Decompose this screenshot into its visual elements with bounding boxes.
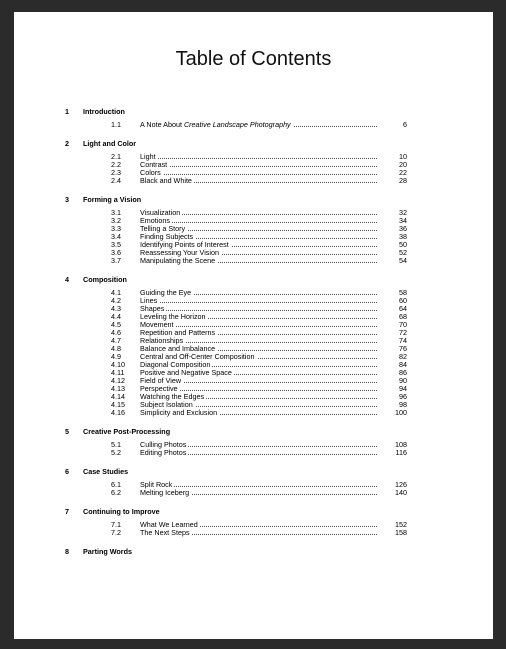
page-number: 98 — [399, 400, 407, 409]
section-number: 4.15 — [111, 400, 125, 409]
toc-entry[interactable] — [14, 241, 493, 249]
section-title: Central and Off-Center Composition — [140, 352, 255, 361]
toc-chapter — [14, 137, 493, 193]
toc-entry[interactable] — [14, 377, 493, 385]
dot-leader — [144, 486, 377, 487]
chapter-heading[interactable] — [14, 137, 493, 151]
section-number: 4.8 — [111, 344, 121, 353]
chapter-title: Composition — [83, 275, 127, 284]
page-number: 96 — [399, 392, 407, 401]
toc-entry[interactable] — [14, 121, 493, 129]
chapter-number: 4 — [65, 275, 69, 284]
page-number: 60 — [399, 296, 407, 305]
toc-entry[interactable] — [14, 297, 493, 305]
section-number: 2.3 — [111, 168, 121, 177]
chapter-number: 5 — [65, 427, 69, 436]
section-title: Emotions — [140, 216, 170, 225]
dot-leader — [144, 302, 377, 303]
section-number: 1.1 — [111, 120, 121, 129]
toc-chapter — [14, 193, 493, 273]
toc-entry[interactable] — [14, 153, 493, 161]
chapter-heading[interactable] — [14, 425, 493, 439]
toc-entry[interactable] — [14, 529, 493, 537]
dot-leader — [144, 326, 377, 327]
section-title: Leveling the Horizon — [140, 312, 206, 321]
page-number: 152 — [395, 520, 407, 529]
page-number: 22 — [399, 168, 407, 177]
section-title: Colors — [140, 168, 161, 177]
section-number: 4.9 — [111, 352, 121, 361]
chapter-title: Introduction — [83, 107, 125, 116]
dot-leader — [144, 166, 377, 167]
toc-chapter — [14, 465, 493, 505]
section-number: 3.5 — [111, 240, 121, 249]
toc-entry[interactable] — [14, 449, 493, 457]
section-title: Finding Subjects — [140, 232, 194, 241]
page-number: 10 — [399, 152, 407, 161]
section-title: Lines — [140, 296, 158, 305]
section-number: 5.1 — [111, 440, 121, 449]
toc-entry[interactable] — [14, 321, 493, 329]
chapter-number: 2 — [65, 139, 69, 148]
section-title: Diagonal Composition — [140, 360, 211, 369]
section-title: Watching the Edges — [140, 392, 205, 401]
section-title: Identifying Points of Interest — [140, 240, 229, 249]
toc-entry[interactable] — [14, 257, 493, 265]
section-title: What We Learned — [140, 520, 198, 529]
section-title: Culling Photos — [140, 440, 187, 449]
page-number: 34 — [399, 216, 407, 225]
page-number: 90 — [399, 376, 407, 385]
section-title: Movement — [140, 320, 174, 329]
toc-entry[interactable] — [14, 313, 493, 321]
toc-entry[interactable] — [14, 305, 493, 313]
section-title: Subject Isolation — [140, 400, 193, 409]
section-number: 5.2 — [111, 448, 121, 457]
page-number: 140 — [395, 488, 407, 497]
toc-entry[interactable] — [14, 177, 493, 185]
section-title — [140, 121, 293, 129]
section-title: Repetition and Patterns — [140, 328, 216, 337]
section-number: 6.2 — [111, 488, 121, 497]
chapter-number: 6 — [65, 467, 69, 476]
section-title: Field of View — [140, 376, 182, 385]
chapter-title: Continuing to Improve — [83, 507, 160, 516]
section-number: 3.6 — [111, 248, 121, 257]
page-number: 108 — [395, 440, 407, 449]
page-number: 52 — [399, 248, 407, 257]
toc-entry[interactable] — [14, 169, 493, 177]
section-title: Visualization — [140, 208, 181, 217]
dot-leader — [144, 158, 377, 159]
page-number: 68 — [399, 312, 407, 321]
section-number: 4.5 — [111, 320, 121, 329]
toc-entry[interactable] — [14, 249, 493, 257]
section-number: 4.16 — [111, 408, 125, 417]
section-title: Simplicity and Exclusion — [140, 408, 218, 417]
page-number: 38 — [399, 232, 407, 241]
section-number: 3.1 — [111, 208, 121, 217]
table-of-contents — [14, 105, 493, 567]
section-title: Reassessing Your Vision — [140, 248, 219, 257]
section-number: 7.1 — [111, 520, 121, 529]
toc-entry[interactable] — [14, 441, 493, 449]
section-title: Black and White — [140, 176, 192, 185]
section-number: 4.1 — [111, 288, 121, 297]
page-number: 76 — [399, 344, 407, 353]
page-number: 126 — [395, 480, 407, 489]
page-number: 82 — [399, 352, 407, 361]
chapter-heading[interactable] — [14, 465, 493, 479]
toc-entry[interactable] — [14, 289, 493, 297]
toc-entry[interactable] — [14, 521, 493, 529]
section-number: 4.3 — [111, 304, 121, 313]
page-number: 86 — [399, 368, 407, 377]
section-number: 4.13 — [111, 384, 125, 393]
section-number: 4.7 — [111, 336, 121, 345]
chapter-heading[interactable] — [14, 105, 493, 119]
toc-entry[interactable] — [14, 337, 493, 345]
section-number: 3.2 — [111, 216, 121, 225]
dot-leader — [144, 174, 377, 175]
toc-entry[interactable] — [14, 489, 493, 497]
page-number: 74 — [399, 336, 407, 345]
toc-entry[interactable] — [14, 233, 493, 241]
toc-entry[interactable] — [14, 161, 493, 169]
toc-entry[interactable] — [14, 225, 493, 233]
page-number: 32 — [399, 208, 407, 217]
section-number: 3.7 — [111, 256, 121, 265]
section-number: 2.4 — [111, 176, 121, 185]
toc-chapter — [14, 273, 493, 425]
chapter-title: Forming a Vision — [83, 195, 142, 204]
page-number: 50 — [399, 240, 407, 249]
section-number: 4.6 — [111, 328, 121, 337]
page-number: 28 — [399, 176, 407, 185]
section-title: Contrast — [140, 160, 168, 169]
toc-chapter — [14, 545, 493, 567]
toc-entry[interactable] — [14, 361, 493, 369]
section-title: Melting Iceberg — [140, 488, 190, 497]
page-number: 100 — [395, 408, 407, 417]
toc-entry[interactable] — [14, 369, 493, 377]
chapter-title: Case Studies — [83, 467, 129, 476]
page-number: 70 — [399, 320, 407, 329]
section-title: Shapes — [140, 304, 165, 313]
chapter-title: Parting Words — [83, 547, 132, 556]
page-number: 94 — [399, 384, 407, 393]
section-title-italic: Creative Landscape Photography — [183, 120, 291, 129]
section-number: 4.11 — [111, 368, 125, 377]
chapter-heading[interactable] — [14, 545, 493, 559]
chapter-number: 1 — [65, 107, 69, 116]
chapter-heading[interactable] — [14, 273, 493, 287]
section-number: 3.4 — [111, 232, 121, 241]
section-title: Manipulating the Scene — [140, 256, 216, 265]
section-number: 4.10 — [111, 360, 125, 369]
section-title: Telling a Story — [140, 224, 186, 233]
page-number: 158 — [395, 528, 407, 537]
section-number: 2.1 — [111, 152, 121, 161]
section-title: Perspective — [140, 384, 178, 393]
toc-entry[interactable] — [14, 393, 493, 401]
toc-entry[interactable] — [14, 481, 493, 489]
section-number: 2.2 — [111, 160, 121, 169]
chapter-number: 3 — [65, 195, 69, 204]
toc-entry[interactable] — [14, 385, 493, 393]
document-page — [14, 12, 493, 639]
page-title: Table of Contents — [175, 48, 332, 70]
toc-entry[interactable] — [14, 409, 493, 417]
toc-entry[interactable] — [14, 329, 493, 337]
page-number: 116 — [395, 448, 407, 457]
section-number: 3.3 — [111, 224, 121, 233]
toc-chapter — [14, 105, 493, 137]
section-number: 4.14 — [111, 392, 125, 401]
chapter-title: Light and Color — [83, 139, 137, 148]
dot-leader — [144, 310, 377, 311]
toc-chapter — [14, 425, 493, 465]
section-title: Positive and Negative Space — [140, 368, 232, 377]
section-title: Editing Photos — [140, 448, 187, 457]
chapter-number: 7 — [65, 507, 69, 516]
page-number: 6 — [403, 120, 407, 129]
section-title: Relationships — [140, 336, 184, 345]
section-title: Balance and Imbalance — [140, 344, 216, 353]
page-number: 20 — [399, 160, 407, 169]
page-number: 58 — [399, 288, 407, 297]
section-number: 6.1 — [111, 480, 121, 489]
toc-chapter — [14, 505, 493, 545]
section-title-text: A Note About — [140, 120, 184, 129]
page-number: 72 — [399, 328, 407, 337]
page-number: 36 — [399, 224, 407, 233]
section-title: The Next Steps — [140, 528, 190, 537]
toc-entry[interactable] — [14, 401, 493, 409]
section-number: 7.2 — [111, 528, 121, 537]
section-number: 4.2 — [111, 296, 121, 305]
chapter-number: 8 — [65, 547, 69, 556]
section-number: 4.4 — [111, 312, 121, 321]
chapter-heading[interactable] — [14, 505, 493, 519]
toc-entry[interactable] — [14, 217, 493, 225]
toc-entry[interactable] — [14, 353, 493, 361]
section-number: 4.12 — [111, 376, 125, 385]
chapter-heading[interactable] — [14, 193, 493, 207]
section-title: Light — [140, 152, 156, 161]
section-title: Guiding the Eye — [140, 288, 192, 297]
section-title: Split Rock — [140, 480, 173, 489]
dot-leader — [144, 222, 377, 223]
page-number: 64 — [399, 304, 407, 313]
toc-entry[interactable] — [14, 209, 493, 217]
page-number: 54 — [399, 256, 407, 265]
chapter-title: Creative Post-Processing — [83, 427, 171, 436]
page-number: 84 — [399, 360, 407, 369]
